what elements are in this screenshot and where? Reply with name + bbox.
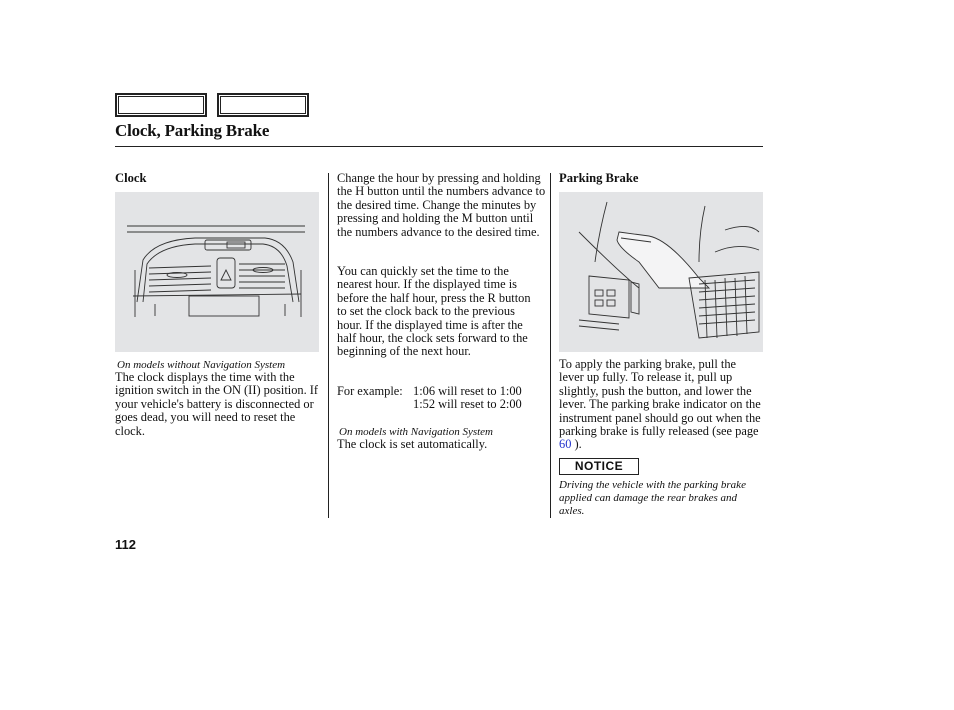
header-tab-box-left [115, 93, 207, 117]
clock-dashboard-drawing [115, 192, 319, 352]
title-rule [115, 146, 763, 147]
example-line-1: 1:06 will reset to 1:00 [413, 384, 522, 398]
parking-brake-body-text [559, 358, 763, 452]
notice-text: Driving the vehicle with the parking brake applied can damage the rear brakes and axles. [559, 479, 746, 517]
page-title: Clock, Parking Brake [115, 121, 270, 140]
header-tab-box-right [217, 93, 309, 117]
parking-brake-drawing [559, 192, 763, 352]
column-divider-right [550, 173, 551, 518]
parking-brake-illustration [559, 192, 763, 352]
clock-body-text: The clock displays the time with the ignition switch in the ON (II) position. If your vehicle's battery is disconnected or goes dead, you will need to reset the clock. [115, 370, 319, 438]
example-label: For example: [337, 384, 403, 398]
clock-heading: Clock [115, 171, 147, 185]
nav-caption: On models with Navigation System [339, 426, 493, 438]
clock-illustration [115, 192, 319, 352]
page-number: 112 [115, 537, 136, 552]
notice-badge: NOTICE [559, 458, 639, 475]
clock-set-instructions: Change the hour by pressing and holding the H button until the numbers advance to the desired time. Change the minutes by pressing and holding the M button until the numbers advance to the desired time. [337, 171, 546, 239]
parking-brake-text-start: To apply the parking brake, pull the lever up fully. To release it, pull up slightly, push the button, and lower the lever. The parking brake indicator on the instrument panel should go out when the parking brake is fully released (see page [559, 357, 761, 439]
parking-brake-heading: Parking Brake [559, 171, 639, 185]
parking-brake-text-end: ). [571, 437, 582, 452]
clock-figure-caption: On models without Navigation System [117, 359, 286, 371]
column-divider-left [328, 173, 329, 518]
page-60-link[interactable]: 60 [559, 437, 572, 452]
nav-body-text: The clock is set automatically. [337, 437, 488, 451]
example-line-2: 1:52 will reset to 2:00 [413, 397, 522, 411]
clock-quick-set-text: You can quickly set the time to the nearest hour. If the displayed time is before the half hour, press the R button to set the clock back to the previous hour. If the displayed time is after the half hour, the clock sets forward to the beginning of the next hour. [337, 264, 531, 359]
